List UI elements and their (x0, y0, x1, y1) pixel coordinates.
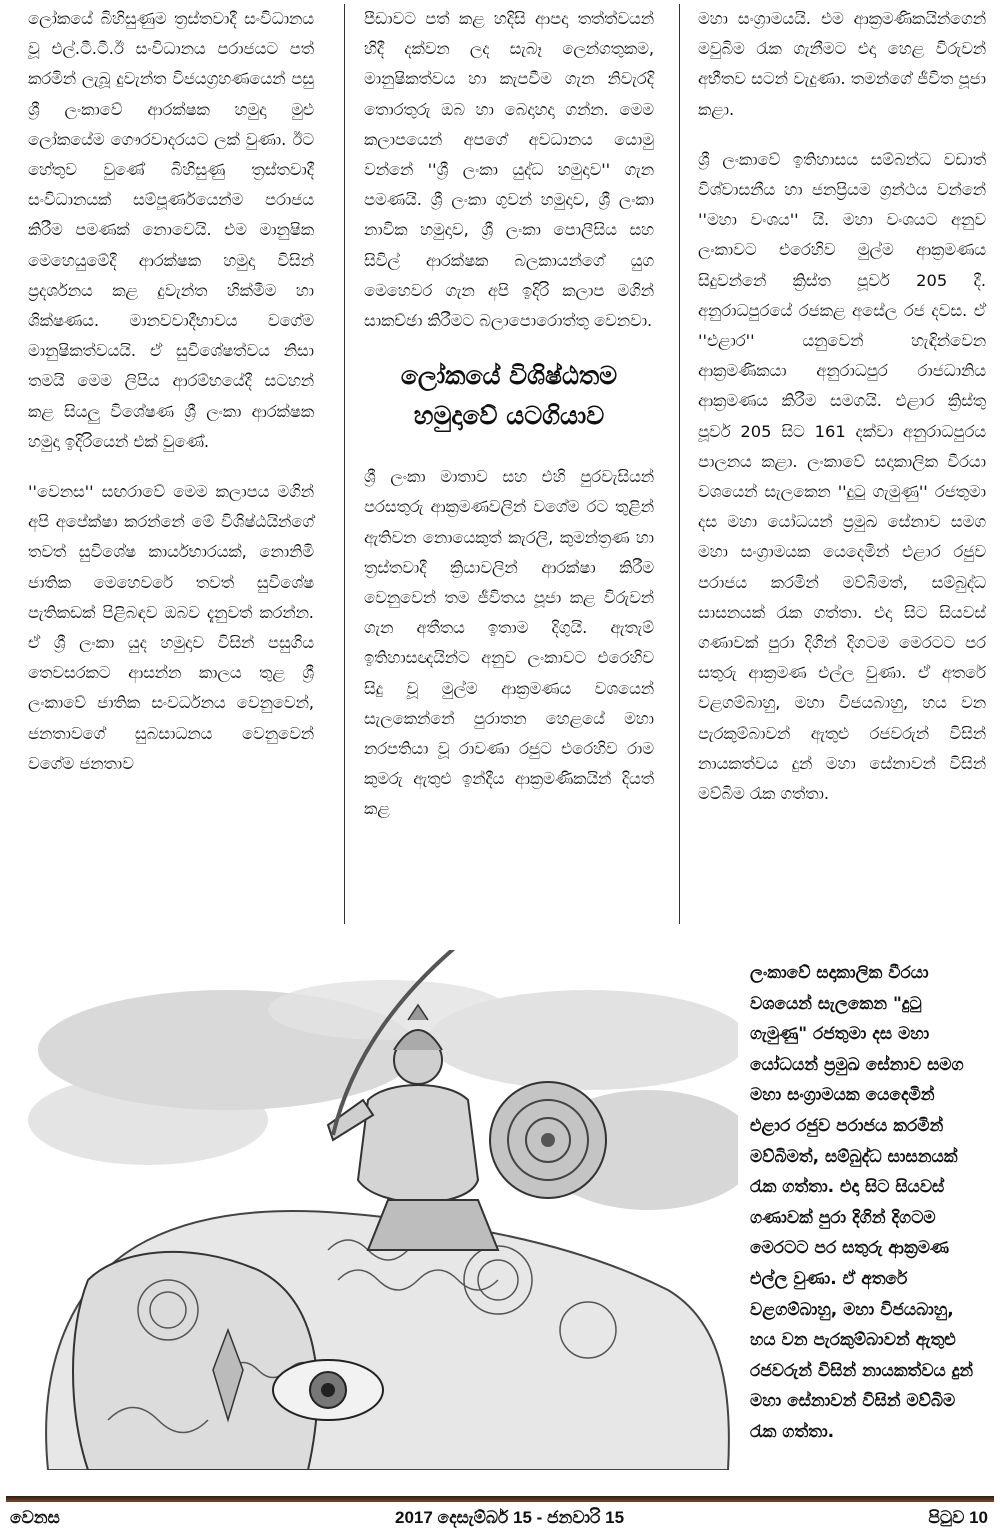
publication-name: වෙනස (10, 1508, 60, 1527)
page-number: පිටුව 10 (928, 1508, 988, 1527)
paragraph: ශ්‍රී ලංකා මාතාව සහ එහි පුරවැසියන් පරසතුරු ආක්‍රමණවලින් වගේම රට තුළින් ඇතිවන නොයෙකුත් කැරලි, කුමන්ත්‍රණ හා ත්‍රස්තවාදී ක්‍රියාවලින් ආරක්ෂා කිරීම වෙනුවෙන් තම ජීවිතය පූජා කළ විරුවන් ගැන අතීතය ඉතාම දිගුයි. ඇතැම් ඉතිහාසඥයින්ට අනුව ලංකාවට එරෙහිව සිදු වූ මුල්ම ආක්‍රමණය වශයෙන් සැලකෙන්නේ පුරාතන හෙළයේ මහා නරපතියා වූ රාවණා රජුට එරෙහිව රාම කුමරු ඇතුළු ඉන්දීය ආක්‍රමණිකයින් දියත් කළ (364, 467, 654, 819)
section-heading: ලෝකයේ විශිෂ්ඨතම හමුදාවේ යටගියාව (400, 361, 618, 431)
issue-date: 2017 දෙසැම්බර් 15 - ජනවාරි 15 (395, 1508, 625, 1527)
paragraph: ''වෙනස'' සඟරාවේ මෙම කලාපය මගින් අපි අපේක්ෂා කරන්නේ මේ විශිෂ්ඨයින්ගේ තවත් සුවිශේෂ කාර්යභාරයක්, නොනිමි ජාතික මෙහෙවරේ තවත් සුවිශේෂ පැතිකඩක් පිළිබඳව ඔබව දැනුවත් කරන්න. ඒ ශ්‍රී ලංකා යුද හමුදාව විසින් පසුගිය තෙවසරකට ආසන්න කාලය තුළ ශ්‍රී ලංකාවේ ජාතික සංවර්ධනය වෙනුවෙන්, ජනතාවගේ සුබසාධනය වෙනුවෙන් වගේම ජනතාව (28, 482, 314, 773)
column-divider (344, 4, 345, 924)
footer-rule (6, 1496, 994, 1502)
paragraph: පීඩාවට පත් කළ හදිසි ආපදා තත්ත්වයන් හිදී දක්වන ලද සැබෑ ලෙන්ගතුකම, මානුෂිකත්වය හා කැපවීම ගැන නිවැරදි තොරතුරු ඔබ හා බෙදාහදා ගන්න. මෙම කලාපයෙන් අපගේ අවධානය යොමු වන්නේ ''ශ්‍රී ලංකා යුද්ධ හමුදාව'' ගැන පමණයි. ශ්‍රී ලංකා ගුවන් හමුදාව, ශ්‍රී ලංකා නාවික හමුදාව, ශ්‍රී ලංකා පොලීසිය සහ සිවිල් ආරක්ෂක බලකායන්ගේ යුග මෙහෙවර ගැන අපි ඉදිරි කලාප මගින් සාකච්ඡා කිරීමට බලාපොරොත්තු වෙනවා. (364, 9, 654, 331)
paragraph: ලෝකයේ බිහිසුණුම ත්‍රස්තවාදී සංවිධානය වූ එල්.ටී.ටී.ඊ සංවිධානය පරාජයට පත් කරමින් ලැබූ දුවැන්ත විජයග්‍රහණයෙන් පසු ශ්‍රී ලංකාවේ ආරක්ෂක හමුදා මුළු ලෝකයේම ගෞරවාදරයට ලක් වුණා. ඊට හේතුව වුණේ බිහිසුණු ත්‍රස්තවාදී සංවිධානයක් සම්පූර්ණයෙන්ම පරාජය කිරීම පමණක් නොවෙයි. එම මානුෂික මෙහෙයුමේදී ආරක්ෂක හමුදා විසින් ප්‍රදර්ශනය කළ දුවැන්ත හික්මීම හා ශික්ෂණය. මානවවාදීභාවය වගේම මානුෂිකත්වයයි. ඒ සුවිශේෂත්වය නිසා තමයි මෙම ලිපිය ආරම්භයේදී සටහන් කළ සියලු විශේෂණ ශ්‍රී ලංකා ආරක්ෂක හමුදා ඉදිරියෙන් එක් වුණේ. (28, 9, 314, 451)
column-divider (679, 4, 680, 924)
article-column-3 (698, 4, 986, 829)
paragraph: ශ්‍රී ලංකාවේ ඉතිහාසය සම්බන්ධ වඩාත් විශ්වාසනීය හා ජනප්‍රියම ග්‍රන්ථය වන්නේ ''මහා වංශය'' යි. මහා වංශයට අනුව ලංකාවට එරෙහිව මුල්ම ආක්‍රමණය සිදුවන්නේ ක්‍රිස්ත පූර්ව 205 දී. අනුරාධපුරයේ රජකළ අසේල රජ දවස. ඒ ''එළාර'' යනුවෙන් හැඳින්වෙන ආක්‍රමණිකයා අනුරාධපුර රාජධානිය ආක්‍රමණය කිරීම සමගයි. එළාර ක්‍රිස්තු පූර්ව 205 සිට 161 දක්වා අනුරාධපුරය පාලනය කළා. ලංකාවේ සදාකාලික වීරයා වශයෙන් සැලකෙන ''දුටු ගැමුණු'' රජතුමා දස මහා යෝධයන් ප්‍රමුඛ සේනාව සමග මහා සංග්‍රාමයක යෙදෙමින් එළාර රජුව පරාජය කරමින් මව්බිමත්, සම්බුද්ධ සාසනයක් රැක ගත්තා. එදා සිට සියවස් ගණාවක් පුරා දිගින් දිගටම මෙරටට පර සතුරු ආක්‍රමණ එල්ල වුණා. ඒ අතරේ වළගම්බාහු, මහා විජයබාහු, හය වන පැරකුම්බාවන් ඇතුළු රජවරුන් විසින් නායකත්වය දුන් මහා සේනාවන් විසින් මව්බිම රැක ගත්තා. (698, 149, 986, 804)
article-column-2 (364, 4, 654, 845)
image-caption: ලංකාවේ සදාකාලික වීරයා වශයෙන් සැලකෙන "දුටු ගැමුණු" රජතුමා දස මහා යෝධයන් ප්‍රමුඛ සේනාව සමග මහා සංග්‍රාමයක යෙදෙමින් එළාර රජුව පරාජය කරමින් මව්බිමත්, සම්බුද්ධ සාසනයක් රැක ගත්තා. එදා සිට සියවස් ගණාවක් පුරා දිගින් දිගටම මෙරටට පර සතුරු ආක්‍රමණ එල්ල වුණා. ඒ අතරේ වළගම්බාහු, මහා විජයබාහු, හය වන පැරකුම්බාවන් ඇතුළු රජවරුන් විසින් නායකත්වය දුන් මහා සේනාවන් විසින් මව්බිම රැක ගත්තා. (750, 963, 974, 1442)
sketch-drawing (28, 950, 738, 1470)
article-column-1 (28, 4, 314, 799)
warrior-elephant-illustration (28, 950, 738, 1470)
paragraph: මහා සංග්‍රාමයයි. එම ආක්‍රමණිකයින්ගෙන් මවුබිම රැක ගැනීමට එදා හෙළ විරුවන් අභීතව සටන් වැදුණා. තමන්ගේ ජීවිත පූජා කළා. (698, 9, 986, 119)
